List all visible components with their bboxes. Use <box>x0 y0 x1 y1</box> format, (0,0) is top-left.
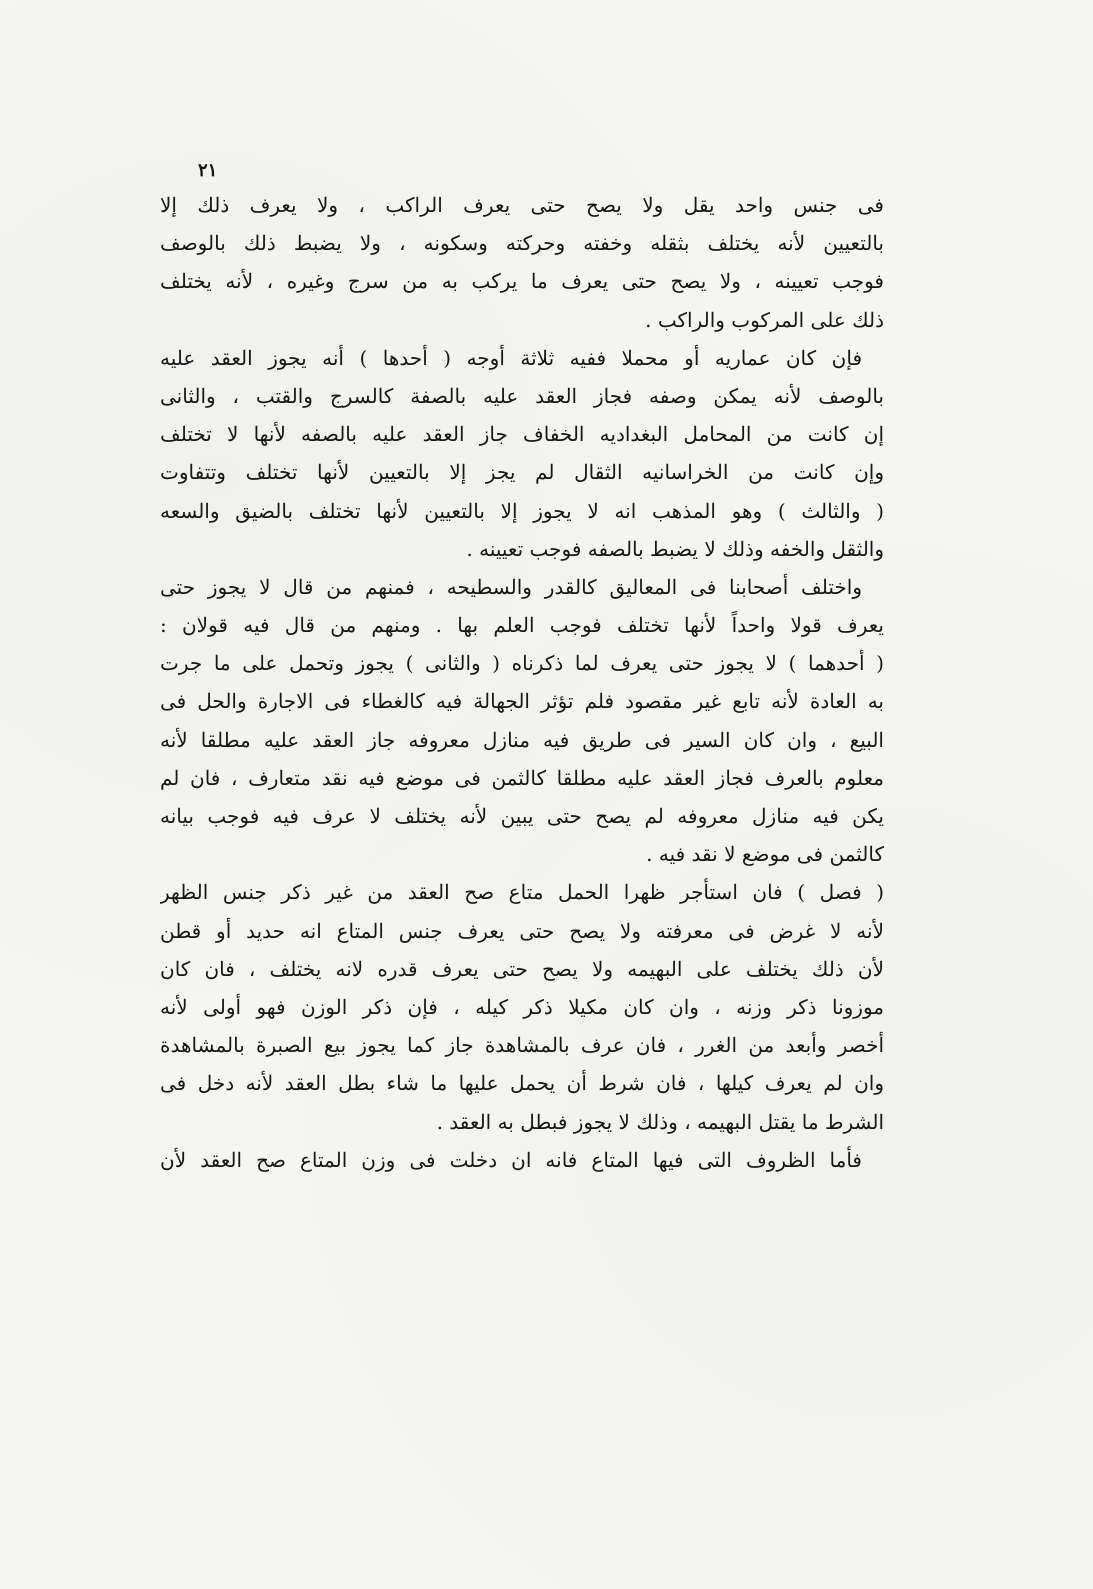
text-line: فأما الظروف التى فيها المتاع فانه ان دخلت فى وزن المتاع صح العقد لأن <box>160 1147 862 1172</box>
text-line: وان لم يعرف كيلها ، فان شرط أن يحمل عليها ما شاء بطل العقد لأنه دخل فى <box>160 1071 884 1096</box>
text-line: موزونا ذكر وزنه ، وان كان مكيلا ذكر كيله ، فإن ذكر الوزن فهو أولى لأنه <box>160 994 884 1019</box>
text-line: بالتعيين لأنه يختلف بثقله وخفته وحركته وسكونه ، ولا يضبط ذلك بالوصف <box>160 231 884 256</box>
text-line: ( والثالث ) وهو المذهب انه لا يجوز إلا بالتعيين لأنها تختلف بالضيق والسعه <box>160 498 884 523</box>
text-line: ( أحدهما ) لا يجوز حتى يعرف لما ذكرناه ( والثانى ) يجوز وتحمل على ما جرت <box>160 651 884 676</box>
text-line: واختلف أصحابنا فى المعاليق كالقدر والسطيحه ، فمنهم من قال لا يجوز حتى <box>160 574 862 599</box>
text-line: فى جنس واحد يقل ولا يصح حتى يعرف الراكب ، ولا يعرف ذلك إلا <box>160 193 884 217</box>
text-line: معلوم بالعرف فجاز العقد عليه مطلقا كالثمن فى موضع فيه نقد متعارف ، فان لم <box>160 765 884 790</box>
text-line: إن كانت من المحامل البغداديه الخفاف جاز العقد عليه بالصفه لأنها لا تختلف <box>160 422 884 447</box>
text-line: كالثمن فى موضع لا نقد فيه . <box>646 842 884 867</box>
text-line: به العادة لأنه تابع غير مقصود فلم تؤثر الجهالة فيه كالغطاء فى الاجارة والحل فى <box>160 689 884 714</box>
text-line: لأنه لا غرض فى معرفته ولا يصح حتى يعرف جنس المتاع انه حديد أو قطن <box>160 918 884 943</box>
text-line: لأن ذلك يختلف على البهيمه ولا يصح حتى يعرف قدره لانه يختلف ، فان كان <box>160 956 884 981</box>
body-text <box>160 186 884 1179</box>
text-line: البيع ، وان كان السير فى طريق فيه منازل معروفه جاز العقد عليه مطلقا لأنه <box>160 727 884 752</box>
text-line: أخصر وأبعد من الغرر ، فان عرف بالمشاهدة جاز كما يجوز بيع الصبرة بالمشاهدة <box>160 1033 884 1058</box>
page-number: ٢١ <box>198 160 218 181</box>
text-line: وإن كانت من الخراسانيه الثقال لم يجز إلا بالتعيين لأنها تختلف وتتفاوت <box>160 460 884 485</box>
text-line: فوجب تعيينه ، ولا يصح حتى يعرف ما يركب به من سرج وغيره ، لأنه يختلف <box>160 269 884 294</box>
text-line: بالوصف لأنه يمكن وصفه فجاز العقد عليه بالصفة كالسرج والقتب ، والثانى <box>160 383 884 408</box>
text-line: الشرط ما يقتل البهيمه ، وذلك لا يجوز فبطل به العقد . <box>436 1109 884 1134</box>
text-line: فإن كان عماريه أو محملا ففيه ثلاثة أوجه ( أحدها ) أنه يجوز العقد عليه <box>160 345 862 370</box>
text-line: ذلك على المركوب والراكب . <box>645 307 884 332</box>
text-line: يكن فيه منازل معروفه لم يصح حتى يبين لأنه يختلف لا عرف فيه فوجب بيانه <box>160 804 884 828</box>
text-line: ( فصل ) فان استأجر ظهرا الحمل متاع صح العقد من غير ذكر جنس الظهر <box>160 880 884 905</box>
text-line: يعرف قولا واحداً لأنها تختلف فوجب العلم بها . ومنهم من قال فيه قولان : <box>160 613 884 638</box>
text-line: والثقل والخفه وذلك لا يضبط بالصفه فوجب تعيينه . <box>466 536 884 561</box>
